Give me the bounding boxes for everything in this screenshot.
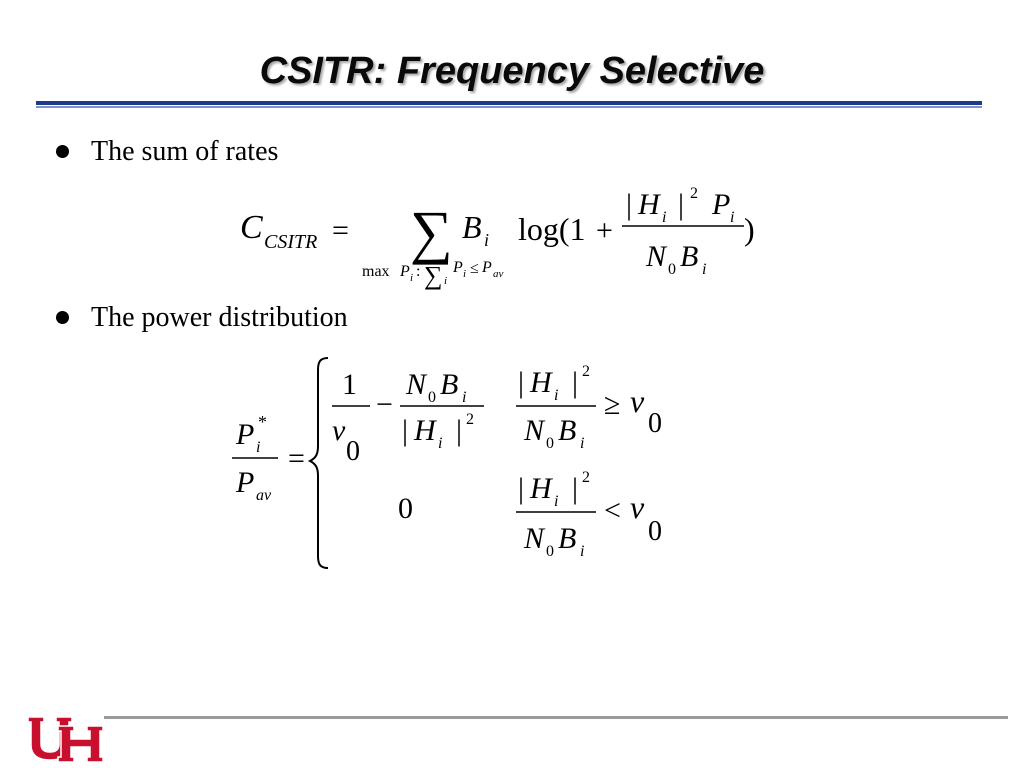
eq2-cond2-num-bar2: | [572, 472, 579, 505]
eq2-cond2-den-0: 0 [546, 543, 554, 560]
eq2-cond2-den-i: i [580, 543, 585, 560]
eq2-c1-f1-num: 1 [342, 368, 357, 401]
slide-title: CSITR: Frequency Selective [259, 50, 765, 92]
eq2-c1-f2-den-h: H [414, 414, 436, 447]
eq1-under-i2: i [463, 268, 467, 280]
eq2-c2-value: 0 [398, 492, 413, 525]
eq2-c1-f2-num-b: B [440, 368, 459, 401]
eq2-cond2-num-sq: 2 [582, 469, 590, 486]
eq2-c1-f2-num-i: i [462, 389, 467, 406]
eq2-cond2-num-bar1: | [518, 472, 525, 505]
eq1-num-p: P [712, 188, 731, 221]
eq2-cond1-rel: ≥ [604, 388, 621, 421]
eq2-cond1-num-bar2: | [572, 366, 579, 399]
eq1-under-small-sum: ∑ [424, 261, 443, 290]
eq2-c1-f2-den-bar2: | [456, 414, 463, 447]
eq2-cond1-den-n: N [524, 414, 545, 447]
eq2-cond2-v0: 0 [648, 516, 662, 547]
eq1-num-p-sub: i [730, 209, 735, 226]
eq1-under-av: av [493, 268, 504, 280]
bullet-text: The sum of rates [91, 136, 279, 167]
eq2-cond1-den-i: i [580, 435, 585, 452]
eq2-cond2-num-i: i [554, 493, 559, 510]
eq1-lhs-sub: CSITR [264, 231, 318, 253]
eq1-log: log(1 [518, 211, 586, 247]
eq2-c1-f1-den-0: 0 [346, 436, 360, 467]
eq2-lhs-i: i [256, 439, 261, 456]
eq1-sum-symbol: ∑ [410, 199, 453, 265]
eq2-lhs-p: P [236, 418, 255, 451]
eq1-num-h-sub: i [662, 209, 667, 226]
eq2-c1-f2-den-i: i [438, 435, 443, 452]
eq1-under-i: i [410, 272, 414, 284]
eq1-sum-term-sub: i [484, 230, 490, 250]
eq1-under-max: max [362, 263, 390, 280]
eq2-cond2-den-b: B [558, 522, 577, 555]
eq2-lhs-av: av [256, 487, 272, 504]
eq2-minus: − [376, 388, 393, 421]
eq1-den-i: i [702, 261, 707, 278]
eq1-under-small-i: i [444, 275, 448, 287]
eq2-cond2-v: v [630, 489, 645, 525]
eq1-under-colon: : [416, 263, 421, 280]
eq2-cond1-num-sq: 2 [582, 363, 590, 380]
eq2-equals: = [288, 442, 305, 475]
eq1-num-h: H [638, 188, 660, 221]
equation-power-distribution [232, 358, 662, 568]
eq1-num-sq: 2 [690, 185, 698, 202]
eq2-cond1-den-b: B [558, 414, 577, 447]
eq1-equals: = [332, 214, 349, 247]
eq1-under-p3: P [482, 259, 492, 276]
eq2-c1-f2-den-bar1: | [402, 414, 409, 447]
eq2-cond2-rel: < [604, 494, 621, 527]
eq1-sum-term: B [462, 209, 482, 245]
eq2-lhs-p2: P [236, 466, 255, 499]
logo-h-icon [58, 726, 103, 762]
eq1-num-bar-open: | [626, 188, 633, 221]
bullet-text: The power distribution [91, 302, 348, 333]
eq1-den-b: B [680, 240, 699, 273]
eq1-under-p: P [400, 263, 410, 280]
eq1-under-p2: P [453, 259, 463, 276]
eq2-cond1-v: v [630, 383, 645, 419]
eq1-plus: + [596, 214, 613, 247]
eq2-cond1-den-0: 0 [546, 435, 554, 452]
eq2-cond2-num-h: H [530, 472, 552, 505]
eq2-cond1-num-bar1: | [518, 366, 525, 399]
eq2-c1-f2-num-0: 0 [428, 389, 436, 406]
eq2-cond1-num-h: H [530, 366, 552, 399]
eq2-cond1-num-i: i [554, 387, 559, 404]
eq2-brace-icon [310, 358, 328, 568]
equation-sum-rate [240, 185, 755, 290]
eq1-den-n: N [646, 240, 667, 273]
uh-logo [26, 714, 106, 764]
eq2-c1-f2-den-sq: 2 [466, 411, 474, 428]
eq1-under-le: ≤ [470, 260, 479, 277]
eq2-cond1-v0: 0 [648, 408, 662, 439]
eq2-cond2-den-n: N [524, 522, 545, 555]
eq1-close-paren: ) [744, 211, 755, 247]
eq1-lhs-c: C [240, 209, 263, 246]
eq2-lhs-star: * [258, 412, 267, 432]
eq2-c1-f1-den-v: v [332, 414, 346, 447]
eq2-c1-f2-num-n: N [406, 368, 427, 401]
eq1-den-0: 0 [668, 261, 676, 278]
eq1-num-bar-close: | [678, 188, 685, 221]
footer-rule [104, 716, 1008, 719]
